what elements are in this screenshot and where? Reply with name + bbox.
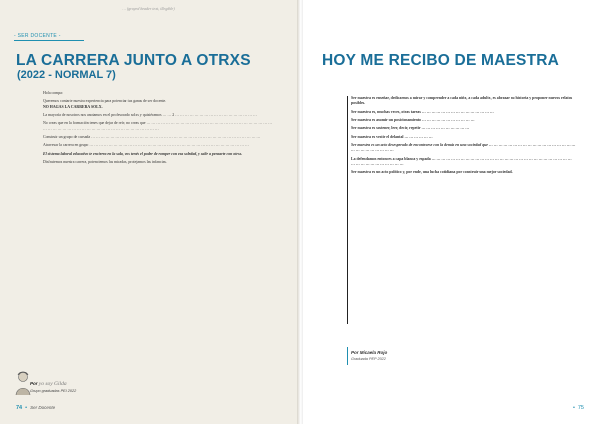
section-rule <box>14 40 84 41</box>
signature-rule <box>347 347 348 365</box>
paragraph: Ser maestra es, muchas veces, otras tareas … … … … … … … … … … … … … … … <box>351 109 494 114</box>
paragraph-emphasis: NO HAGAS LA CARRERA SOLX. <box>43 104 103 109</box>
signature-right-sub: Graduada PEP 2022 <box>351 357 386 361</box>
article-title-right: HOY ME RECIBO DE MAESTRA <box>322 52 560 69</box>
paragraph: Ser maestra es un acto político y, por ende, una lucha cotidiana por construir una mejor sociedad. <box>351 170 513 175</box>
paragraph <box>43 99 275 109</box>
paragraph: Disfrutemos nuestra carrera, potenciemos las miradas, protejamos las infancias. <box>43 160 167 165</box>
page-number: 74 <box>16 405 23 411</box>
footer-dot: • <box>572 405 575 411</box>
signature-left <box>30 381 67 387</box>
paragraph: La defendamos entonces a capa blanca y espada … … … … … … … … … … … … … … … … … … … … … … … … … … … … … … … … … … … … … … … … <box>351 156 572 166</box>
paragraph: Ser maestra es asumir un posicionamiento … … … … … … … … … … … <box>351 117 475 122</box>
paragraph: Atravesar la carrera en grupo … … … … … … … … … … … … … … … … … … … … … … … … … … … … … … … … … <box>43 143 249 148</box>
paragraph: Construir un grupo de cursada … … … … … … … … … … … … … … … … … … … … … … … … … … … … … … … … … … … <box>43 134 261 139</box>
highlight-paragraph: El sistema laboral educativo te encierra en la sala, vos tenés el poder de romper con esa soledad, y salir a pensarte con otrxs. <box>43 151 243 156</box>
running-head: … (grayed header text, illegible) <box>122 6 175 11</box>
signature-right: Por Micaela Rojo <box>351 350 388 355</box>
article-subtitle-left: (2022 - NORMAL 7) <box>17 69 116 81</box>
article-body-left <box>43 91 275 169</box>
article-title-left: LA CARRERA JUNTO A OTRXS <box>16 52 251 69</box>
section-tag: - SER DOCENTE - <box>14 33 61 39</box>
greeting: Hola compa: <box>43 91 63 95</box>
signature-name: yo soy Gilda <box>38 381 67 387</box>
paragraph: Ser maestra es enseñar, dedicarnos a mirar y comprender a cada niñx, a cada adultx, es abrazar su historia y proponer nuevos relatos posibles. <box>351 96 573 106</box>
magazine-name: Ser Docente <box>30 405 56 410</box>
paragraph: Ser maestra es vestir el delantal … … … … … … <box>351 134 433 139</box>
footer-left <box>16 405 55 411</box>
paragraph: No creas que en la formación tenes que dejar de reír; no creas que … … … … … … … … … … … … … … … … … … … … … … … … … … … … … … … … … … … … … … … … … … … … … … … … … … <box>43 121 272 131</box>
footer-dot: • <box>25 405 28 411</box>
body-left-rule <box>347 96 348 324</box>
signature-group: Grupo graduadas PEI 2022 <box>30 389 77 393</box>
footer-right <box>573 405 584 411</box>
paragraph: Ser maestra es sostener, leer, decir, repetir … … … … … … … … … … <box>351 126 470 131</box>
right-page <box>303 0 600 424</box>
signature-by: Por <box>30 381 38 386</box>
page-number: 75 <box>577 405 584 411</box>
paragraph-text: Queremos contarte nuestra experiencia para potenciar tus ganas de ser docente. <box>43 99 167 104</box>
article-body-right <box>351 96 576 179</box>
paragraph: La mayoría de nosotros nos anotamos en el profesorado solxs y quisiéramos … … 2 … … … … … … … … … … … … … … … … … <box>43 112 257 117</box>
highlight-paragraph: Ser maestra es un acto desesperado de encontrarse con la demás en una sociedad que … … … … … … … … … … … … … … … … … … … … … … … … … … … <box>351 143 576 153</box>
left-page <box>0 0 297 424</box>
